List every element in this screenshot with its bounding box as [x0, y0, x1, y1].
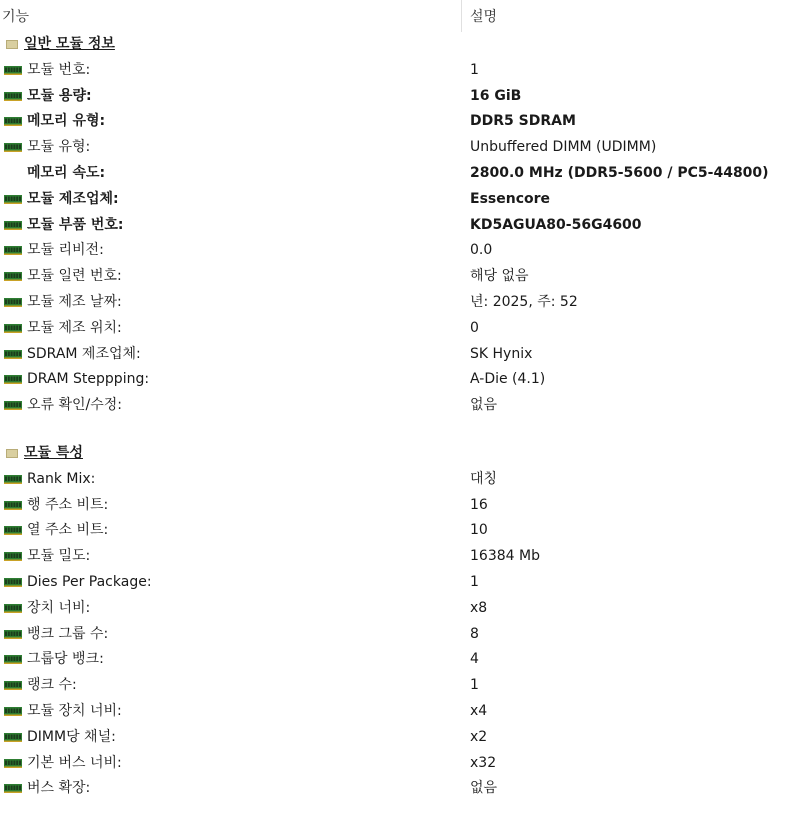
property-label: 모듈 부품 번호:: [27, 216, 124, 233]
property-row[interactable]: [0, 109, 800, 135]
property-row[interactable]: [0, 647, 800, 673]
property-row[interactable]: [0, 544, 800, 570]
ram-module-icon: [4, 221, 22, 230]
property-row[interactable]: [0, 673, 800, 699]
ram-module-icon: [4, 66, 22, 75]
property-value: 없음: [470, 397, 498, 414]
ram-module-icon: [4, 578, 22, 587]
property-row[interactable]: [0, 342, 800, 368]
ram-module-icon: [4, 475, 22, 484]
ram-module-icon: [4, 552, 22, 561]
property-row[interactable]: [0, 699, 800, 725]
column-header-description[interactable]: 설명: [470, 9, 498, 25]
property-label: DIMM당 채널:: [27, 728, 116, 745]
property-value: 1: [470, 573, 479, 590]
property-value: x2: [470, 728, 488, 745]
property-row[interactable]: [0, 187, 800, 213]
ram-module-icon: [4, 298, 22, 307]
ram-module-icon: [4, 117, 22, 126]
property-label: 행 주소 비트:: [27, 496, 109, 513]
ram-module-icon: [4, 784, 22, 793]
property-label: 모듈 제조 날짜:: [27, 293, 122, 310]
section-icon: [6, 40, 18, 49]
ram-module-icon: [4, 324, 22, 333]
property-row[interactable]: [0, 776, 800, 802]
column-header-feature[interactable]: 기능: [2, 9, 30, 25]
ram-module-icon: [4, 195, 22, 204]
property-label: SDRAM 제조업체:: [27, 345, 141, 362]
section-header[interactable]: [0, 32, 800, 58]
column-divider[interactable]: [461, 0, 462, 32]
property-row[interactable]: [0, 393, 800, 419]
property-value: Unbuffered DIMM (UDIMM): [470, 139, 657, 156]
property-label: Rank Mix:: [27, 470, 96, 487]
property-value: 10: [470, 522, 488, 539]
property-value: 대칭: [470, 470, 498, 487]
property-label: 모듈 제조업체:: [27, 190, 119, 207]
property-label: 장치 너비:: [27, 599, 91, 616]
property-value: A-Die (4.1): [470, 371, 546, 388]
section-spacer: [0, 419, 800, 441]
ram-module-icon: [4, 272, 22, 281]
property-value: 1: [470, 677, 479, 694]
section-header[interactable]: [0, 441, 800, 467]
property-row[interactable]: [0, 467, 800, 493]
property-row[interactable]: [0, 596, 800, 622]
property-value: Essencore: [470, 190, 551, 207]
property-value: KD5AGUA80-56G4600: [470, 216, 642, 233]
property-value: x8: [470, 599, 488, 616]
property-value: 없음: [470, 780, 498, 797]
property-row[interactable]: [0, 213, 800, 239]
section-icon: [6, 449, 18, 458]
property-row[interactable]: [0, 518, 800, 544]
property-value: 16 GiB: [470, 87, 522, 104]
property-value: 2800.0 MHz (DDR5-5600 / PC5-44800): [470, 164, 769, 181]
section-title: 일반 모듈 정보: [24, 36, 115, 52]
ram-module-icon: [4, 759, 22, 768]
property-value: 해당 없음: [470, 268, 529, 285]
ram-module-icon: [4, 604, 22, 613]
property-row[interactable]: [0, 84, 800, 110]
property-label: 기본 버스 너비:: [27, 754, 122, 771]
property-value: 년: 2025, 주: 52: [470, 293, 578, 310]
ram-module-icon: [4, 733, 22, 742]
property-value: SK Hynix: [470, 345, 533, 362]
property-label: 랭크 수:: [27, 677, 77, 694]
property-list: [0, 32, 800, 802]
property-row[interactable]: [0, 316, 800, 342]
property-label: 모듈 밀도:: [27, 548, 91, 565]
property-row[interactable]: [0, 264, 800, 290]
ram-module-icon: [4, 707, 22, 716]
property-label: 모듈 유형:: [27, 139, 91, 156]
section-title: 모듈 특성: [24, 444, 83, 461]
property-label: 모듈 리비전:: [27, 242, 104, 259]
ram-module-icon: [4, 630, 22, 639]
property-value: 0: [470, 319, 479, 336]
property-row[interactable]: [0, 290, 800, 316]
property-label: 뱅크 그룹 수:: [27, 625, 109, 642]
ram-module-icon: [4, 92, 22, 101]
property-row[interactable]: [0, 622, 800, 648]
ram-module-icon: [4, 246, 22, 255]
property-label: 모듈 번호:: [27, 61, 91, 78]
ram-module-icon: [4, 681, 22, 690]
property-label: 메모리 유형:: [27, 113, 106, 130]
property-value: 1: [470, 61, 479, 78]
property-label: 메모리 속도:: [27, 164, 106, 181]
property-value: 16384 Mb: [470, 548, 540, 565]
property-row[interactable]: [0, 725, 800, 751]
property-value: 16: [470, 496, 488, 513]
property-label: 그룹당 뱅크:: [27, 651, 104, 668]
ram-module-icon: [4, 350, 22, 359]
property-row[interactable]: [0, 58, 800, 84]
property-label: 모듈 용량:: [27, 87, 92, 104]
property-value: x4: [470, 702, 488, 719]
property-row[interactable]: [0, 367, 800, 393]
property-value: x32: [470, 754, 497, 771]
property-label: 오류 확인/수정:: [27, 397, 123, 414]
ram-module-icon: [4, 143, 22, 152]
property-value: 0.0: [470, 242, 493, 259]
property-row[interactable]: [0, 238, 800, 264]
ram-module-icon: [4, 655, 22, 664]
property-value: DDR5 SDRAM: [470, 113, 576, 130]
property-row[interactable]: [0, 570, 800, 596]
property-row[interactable]: [0, 751, 800, 777]
property-label: DRAM Steppping:: [27, 371, 150, 388]
property-label: 모듈 제조 위치:: [27, 319, 122, 336]
property-label: 모듈 일련 번호:: [27, 268, 122, 285]
property-row[interactable]: [0, 493, 800, 519]
property-label: 모듈 장치 너비:: [27, 702, 122, 719]
ram-module-icon: [4, 375, 22, 384]
list-header: [0, 0, 800, 32]
ram-module-icon: [4, 401, 22, 410]
property-row[interactable]: [0, 135, 800, 161]
property-row[interactable]: [0, 161, 800, 187]
ram-module-icon: [4, 526, 22, 535]
property-label: 버스 확장:: [27, 780, 91, 797]
property-value: 4: [470, 651, 479, 668]
property-label: 열 주소 비트:: [27, 522, 109, 539]
ram-module-icon: [4, 501, 22, 510]
property-label: Dies Per Package:: [27, 573, 152, 590]
property-value: 8: [470, 625, 479, 642]
